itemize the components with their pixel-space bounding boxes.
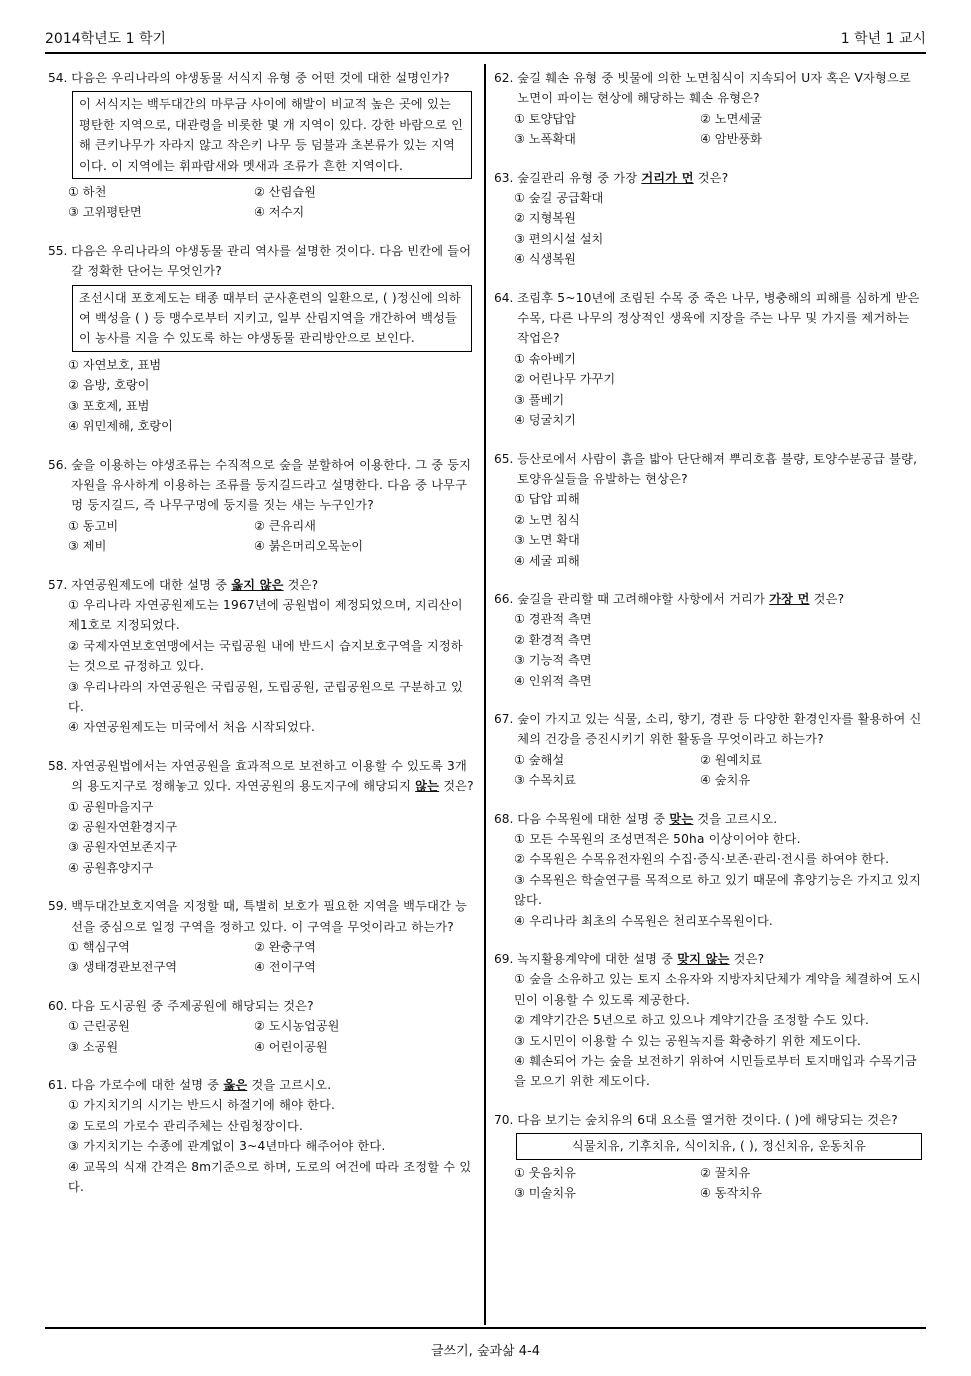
column-divider bbox=[484, 64, 486, 1325]
question-64 bbox=[494, 288, 924, 431]
option-3[interactable]: ③ 우리나라의 자연공원은 국립공원, 도립공원, 군립공원으로 구분하고 있다. bbox=[68, 679, 464, 714]
option-2[interactable]: ② 도로의 가로수 관리주체는 산림청장이다. bbox=[68, 1118, 304, 1133]
right-column bbox=[494, 68, 924, 1204]
question-number: 69. bbox=[494, 952, 514, 967]
question-number: 57. bbox=[48, 577, 68, 592]
question-number: 62. bbox=[494, 71, 514, 85]
option-1[interactable]: ① 우리나라 자연공원제도는 1967년에 공원법이 제정되었으며, 지리산이 제1호로 지정되었다. bbox=[68, 597, 463, 633]
option-2[interactable]: ② 원예치료 bbox=[700, 752, 762, 767]
option-2[interactable]: ② 지형복원 bbox=[514, 211, 576, 226]
option-4[interactable]: ④ 암반풍화 bbox=[700, 132, 762, 147]
question-61 bbox=[48, 1075, 474, 1197]
question-text: 다음 보기는 숲치유의 6대 요소를 열거한 것이다. ( )에 해당되는 것은? bbox=[517, 1112, 898, 1127]
question-number: 59. bbox=[48, 899, 68, 914]
option-2[interactable]: ② 도시농업공원 bbox=[254, 1019, 340, 1034]
option-2[interactable]: ② 수목원은 수목유전자원의 수집·증식·보존·관리·전시를 하여야 한다. bbox=[514, 852, 890, 867]
option-4[interactable]: ④ 붉은머리오목눈이 bbox=[254, 539, 363, 554]
option-4[interactable]: ④ 전이구역 bbox=[254, 960, 316, 975]
question-text: 숲을 이용하는 야생조류는 수직적으로 숲을 분할하여 이용한다. 그 중 둥지자원을 유사하게 이용하는 조류를 둥지길드라고 설명한다. 다음 중 나무구멍 둥지길드, 즉 나무구멍에 둥지를 짓는 새는 누구인가? bbox=[71, 457, 472, 513]
option-2[interactable]: ② 노면 침식 bbox=[514, 512, 580, 527]
emphasis: 맞지 않는 bbox=[677, 952, 730, 967]
question-70 bbox=[494, 1110, 924, 1204]
emphasis: 않는 bbox=[415, 779, 440, 794]
option-1[interactable]: ① 하천 bbox=[68, 185, 107, 200]
question-69 bbox=[494, 949, 924, 1092]
question-text: 자연공원법에서는 자연공원을 효과적으로 보전하고 이용할 수 있도록 3개의 용도지구로 정해놓고 있다. 자연공원의 용도지구에 해당되지 않는 것은? bbox=[71, 758, 474, 794]
question-text: 숲길 훼손 유형 중 빗물에 의한 노면침식이 지속되어 U자 혹은 V자형으로 노면이 파이는 현상에 해당하는 훼손 유형은? bbox=[517, 71, 911, 106]
question-number: 64. bbox=[494, 290, 514, 305]
question-number: 65. bbox=[494, 451, 514, 466]
question-number: 60. bbox=[48, 998, 68, 1013]
option-2[interactable]: ② 완충구역 bbox=[254, 940, 316, 955]
question-text: 다음 수목원에 대한 설명 중 맞는 것을 고르시오. bbox=[517, 811, 778, 826]
question-number: 61. bbox=[48, 1078, 68, 1093]
question-68 bbox=[494, 809, 924, 931]
left-column bbox=[48, 68, 474, 1198]
option-3[interactable]: ③ 풀베기 bbox=[514, 392, 565, 407]
option-3[interactable]: ③ 기능적 측면 bbox=[514, 653, 592, 668]
option-2[interactable]: ② 꿀치유 bbox=[700, 1165, 751, 1180]
option-3[interactable]: ③ 가지치기는 수종에 관계없이 3~4년마다 해주어야 한다. bbox=[68, 1139, 386, 1154]
option-3[interactable]: ③ 제비 bbox=[68, 539, 107, 554]
option-4[interactable]: ④ 훼손되어 가는 숲을 보전하기 위하여 시민들로부터 토지매입과 수목기금을 모으기 위한 제도이다. bbox=[514, 1054, 917, 1089]
option-3[interactable]: ③ 수목원은 학술연구를 목적으로 하고 있기 때문에 휴양기능은 가지고 있지 않다. bbox=[514, 872, 921, 908]
question-box: 식물치유, 기후치유, 식이치유, ( ), 정신치유, 운동치유 bbox=[516, 1133, 922, 1159]
emphasis: 옳은 bbox=[223, 1078, 248, 1093]
option-4[interactable]: ④ 인위적 측면 bbox=[514, 673, 592, 688]
option-2[interactable]: ② 국제자연보호연맹에서는 국립공원 내에 반드시 습지보호구역을 지정하는 것으로 규정하고 있다. bbox=[68, 638, 463, 674]
option-3[interactable]: ③ 소공원 bbox=[68, 1039, 119, 1054]
question-number: 58. bbox=[48, 758, 68, 773]
option-3[interactable]: ③ 고위평탄면 bbox=[68, 205, 142, 220]
question-66 bbox=[494, 589, 924, 691]
option-3[interactable]: ③ 미술치유 bbox=[514, 1186, 576, 1201]
question-text: 다음 도시공원 중 주제공원에 해당되는 것은? bbox=[71, 998, 314, 1013]
question-text: 다음은 우리나라의 야생동물 관리 역사를 설명한 것이다. 다음 빈칸에 들어갈 정확한 단어는 무엇인가? bbox=[71, 243, 472, 279]
option-3[interactable]: ③ 포호제, 표범 bbox=[68, 398, 150, 413]
question-text: 자연공원제도에 대한 설명 중 옳지 않은 것은? bbox=[71, 577, 319, 592]
option-2[interactable]: ② 어린나무 가꾸기 bbox=[514, 372, 616, 387]
question-55 bbox=[48, 241, 474, 437]
question-57 bbox=[48, 575, 474, 738]
question-62 bbox=[494, 68, 924, 150]
question-58 bbox=[48, 756, 474, 878]
question-text: 등산로에서 사람이 흙을 밟아 단단해져 뿌리호흡 불량, 토양수분공급 불량, 토양유실들을 유발하는 현상은? bbox=[517, 451, 918, 486]
option-3[interactable]: ③ 수목치료 bbox=[514, 773, 576, 788]
question-number: 56. bbox=[48, 457, 68, 472]
option-1[interactable]: ① 근린공원 bbox=[68, 1019, 130, 1034]
question-number: 70. bbox=[494, 1112, 514, 1127]
option-3[interactable]: ③ 생태경관보전구역 bbox=[68, 960, 177, 975]
option-3[interactable]: ③ 노면 확대 bbox=[514, 533, 580, 548]
header-rule bbox=[45, 52, 926, 54]
option-1[interactable]: ① 모든 수목원의 조성면적은 50ha 이상이어야 한다. bbox=[514, 832, 801, 846]
option-1[interactable]: ① 공원마을지구 bbox=[68, 799, 154, 814]
header-left: 2014학년도 1 학기 bbox=[45, 31, 167, 47]
option-1[interactable]: ① 숲해설 bbox=[514, 752, 565, 767]
option-3[interactable]: ③ 공원자연보존지구 bbox=[68, 840, 177, 855]
emphasis: 옳지 않은 bbox=[231, 577, 284, 592]
question-54 bbox=[48, 68, 474, 223]
option-1[interactable]: ① 답압 피해 bbox=[514, 492, 580, 507]
option-4[interactable]: ④ 위민제해, 호랑이 bbox=[68, 419, 173, 434]
option-4[interactable]: ④ 덩굴치기 bbox=[514, 413, 576, 428]
option-4[interactable]: ④ 숲치유 bbox=[700, 773, 751, 788]
question-text: 조림후 5~10년에 조림된 수목 중 죽은 나무, 병충해의 피해를 심하게 받은 수목, 다른 나무의 정상적인 생육에 지장을 주는 나무 및 가지를 제거하는 작업은? bbox=[517, 290, 920, 346]
question-text: 다음은 우리나라의 야생동물 서식지 유형 중 어떤 것에 대한 설명인가? bbox=[71, 71, 450, 85]
question-text: 숲이 가지고 있는 식물, 소리, 향기, 경관 등 다양한 환경인자를 활용하여 신체의 건강을 증진시키기 위한 활동을 무엇이라고 하는가? bbox=[517, 711, 922, 747]
option-1[interactable]: ① 경관적 측면 bbox=[514, 612, 592, 627]
option-1[interactable]: ① 솎아베기 bbox=[514, 351, 576, 366]
question-text: 숲길관리 유형 중 가장 거리가 먼 것은? bbox=[517, 170, 729, 185]
question-59 bbox=[48, 896, 474, 978]
emphasis: 맞는 bbox=[669, 811, 694, 826]
footer-text: 글쓰기, 숲과삶 4-4 bbox=[431, 1344, 540, 1359]
question-box: 이 서식지는 백두대간의 마루금 사이에 해발이 비교적 높은 곳에 있는 평탄한 지역으로, 대관령을 비롯한 몇 개 지역이 있다. 강한 바람으로 인해 큰키나무가 자라지 않고 작은키 나무 등 덤불과 초본류가 있는 지역이다. 이 지역에는 휘파람새와 멧새과 조류가 흔한 지역이다. bbox=[72, 91, 472, 179]
question-63 bbox=[494, 168, 924, 270]
question-60 bbox=[48, 996, 474, 1057]
option-1[interactable]: ① 숲을 소유하고 있는 토지 소유자와 지방자치단체가 계약을 체결하여 도시민이 이용할 수 있도록 제공한다. bbox=[514, 972, 921, 1007]
header-right: 1 학년 1 교시 bbox=[840, 31, 926, 47]
option-1[interactable]: ① 핵심구역 bbox=[68, 940, 130, 955]
question-text: 백두대간보호지역을 지정할 때, 특별히 보호가 필요한 지역을 백두대간 능선을 중심으로 일정 구역을 정하고 있다. 이 구역을 무엇이라고 하는가? bbox=[71, 899, 468, 934]
option-4[interactable]: ④ 자연공원제도는 미국에서 처음 시작되었다. bbox=[68, 720, 316, 735]
emphasis: 거리가 먼 bbox=[641, 170, 694, 185]
question-text: 녹지활용계약에 대한 설명 중 맞지 않는 것은? bbox=[517, 952, 765, 967]
option-1[interactable]: ① 웃음치유 bbox=[514, 1165, 576, 1180]
footer-rule bbox=[45, 1327, 926, 1329]
option-1[interactable]: ① 숲길 공급확대 bbox=[514, 191, 604, 206]
option-4[interactable]: ④ 세굴 피해 bbox=[514, 553, 580, 568]
option-2[interactable]: ② 큰유리새 bbox=[254, 518, 316, 533]
question-number: 68. bbox=[494, 811, 514, 826]
option-3[interactable]: ③ 편의시설 설치 bbox=[514, 231, 604, 246]
option-2[interactable]: ② 노면세굴 bbox=[700, 111, 762, 126]
option-2[interactable]: ② 계약기간은 5년으로 하고 있으나 계약기간을 조정할 수도 있다. bbox=[514, 1013, 870, 1028]
question-number: 54. bbox=[48, 71, 68, 85]
question-number: 55. bbox=[48, 243, 68, 258]
option-4[interactable]: ④ 우리나라 최초의 수목원은 천리포수목원이다. bbox=[514, 913, 773, 928]
option-2[interactable]: ② 공원자연환경지구 bbox=[68, 820, 177, 834]
option-2[interactable]: ② 음방, 호랑이 bbox=[68, 378, 150, 393]
option-4[interactable]: ④ 어린이공원 bbox=[254, 1039, 328, 1054]
option-1[interactable]: ① 자연보호, 표범 bbox=[68, 357, 162, 372]
question-56 bbox=[48, 455, 474, 557]
option-4[interactable]: ④ 저수지 bbox=[254, 205, 305, 220]
option-4[interactable]: ④ 공원휴양지구 bbox=[68, 860, 154, 875]
option-4[interactable]: ④ 교목의 식재 간격은 8m기준으로 하며, 도로의 여건에 따라 조정할 수 있다. bbox=[68, 1159, 472, 1195]
question-65 bbox=[494, 449, 924, 571]
option-4[interactable]: ④ 식생복원 bbox=[514, 252, 576, 267]
question-box: 조선시대 포호제도는 태종 때부터 군사훈련의 일환으로, ( )정신에 의하여 백성을 ( ) 등 맹수로부터 지키고, 일부 산림지역을 개간하여 백성들이 농사를 지을 수 있도록 하는 야생동물 관리방안으로 보인다. bbox=[72, 285, 472, 352]
question-number: 67. bbox=[494, 711, 514, 726]
option-3[interactable]: ③ 도시민이 이용할 수 있는 공원녹지를 확충하기 위한 제도이다. bbox=[514, 1033, 862, 1048]
emphasis: 가장 먼 bbox=[769, 591, 810, 606]
question-text: 숲길을 관리할 때 고려해야할 사항에서 거리가 가장 먼 것은? bbox=[517, 591, 845, 606]
question-number: 66. bbox=[494, 591, 514, 606]
question-67 bbox=[494, 709, 924, 791]
option-4[interactable]: ④ 동작치유 bbox=[700, 1186, 762, 1201]
option-2[interactable]: ② 환경적 측면 bbox=[514, 632, 592, 647]
option-1[interactable]: ① 가지치기의 시기는 반드시 하절기에 해야 한다. bbox=[68, 1098, 336, 1113]
option-1[interactable]: ① 토양답압 bbox=[514, 111, 576, 126]
option-2[interactable]: ② 산림습원 bbox=[254, 185, 316, 200]
question-number: 63. bbox=[494, 170, 514, 185]
option-3[interactable]: ③ 노폭확대 bbox=[514, 132, 576, 147]
question-text: 다음 가로수에 대한 설명 중 옳은 것을 고르시오. bbox=[71, 1078, 332, 1093]
option-1[interactable]: ① 동고비 bbox=[68, 518, 119, 533]
